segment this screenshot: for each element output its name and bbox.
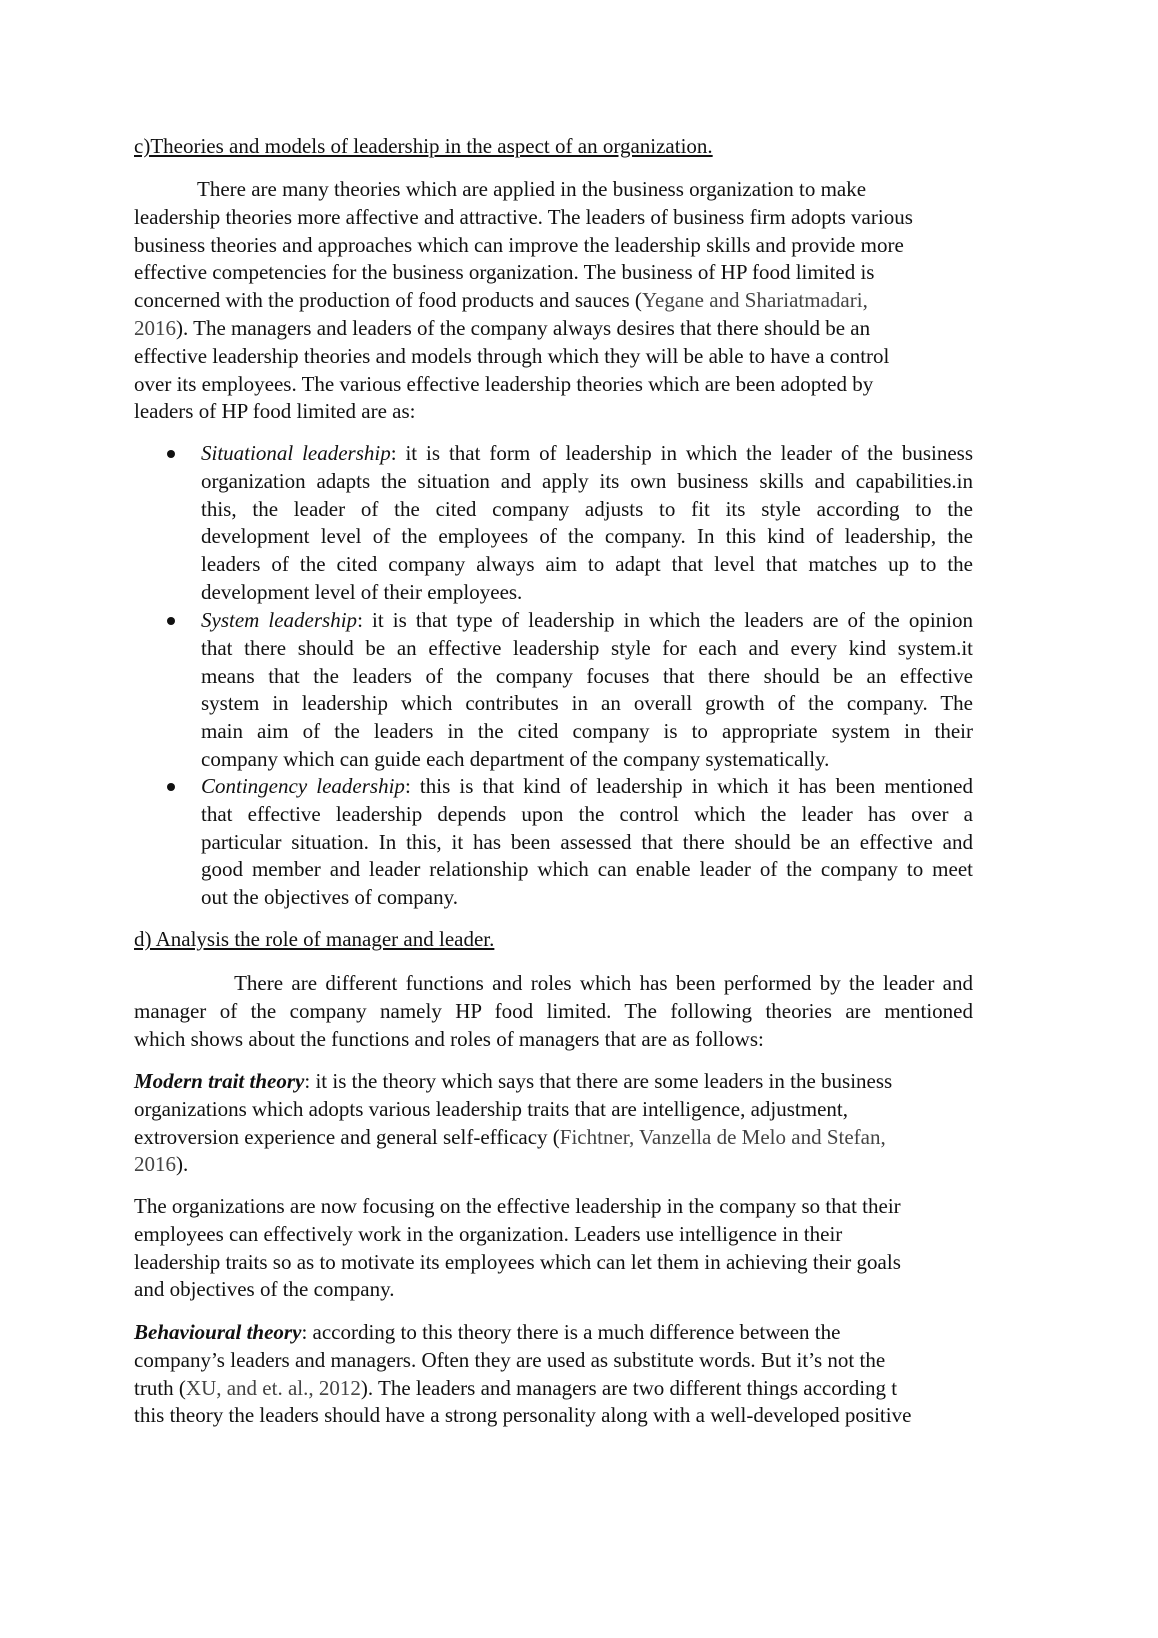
citation: 2016 bbox=[134, 315, 176, 340]
text-segment: : it is that type of leadership in which the leaders are of the opinion bbox=[357, 608, 973, 632]
text-segment: and objectives of the company. bbox=[134, 1277, 395, 1302]
text-line bbox=[134, 468, 973, 496]
text-segment: truth ( bbox=[134, 1375, 186, 1400]
text-line bbox=[134, 176, 973, 204]
text-segment: : it is the theory which says that there are some leaders in the business bbox=[304, 1069, 893, 1093]
text-line bbox=[134, 579, 973, 607]
text-segment: ). bbox=[176, 1152, 189, 1177]
bullet-item bbox=[134, 440, 973, 607]
text-line bbox=[134, 1096, 973, 1124]
text-line bbox=[134, 746, 973, 774]
bullet-icon bbox=[167, 450, 175, 458]
text-segment: There are different functions and roles which has been performed by the leader and bbox=[134, 971, 973, 995]
text-segment: : it is that form of leadership in which the leader of the business bbox=[390, 441, 973, 465]
heading-text: c)Theories and models of leadership in the aspect of an organization. bbox=[134, 134, 713, 158]
text-segment: over its employees. The various effective leadership theories which are been adopted by bbox=[134, 371, 874, 396]
term-label: System leadership bbox=[201, 608, 358, 632]
text-segment: system in leadership which contributes in an overall growth of the company. The bbox=[201, 691, 973, 716]
text-line bbox=[134, 343, 973, 371]
text-segment: company’s leaders and managers. Often they are used as substitute words. But it’s not the bbox=[134, 1347, 886, 1372]
text-segment: leadership traits so as to motivate its employees which can let them in achieving their goals bbox=[134, 1249, 901, 1274]
citation: Fichtner, Vanzella de Melo and Stefan, bbox=[559, 1124, 886, 1149]
paragraph bbox=[134, 176, 973, 426]
text-line bbox=[134, 1319, 973, 1347]
text-line bbox=[134, 371, 973, 399]
text-line bbox=[134, 718, 973, 746]
text-line bbox=[134, 1151, 973, 1179]
text-segment: leaders of the cited company always aim to adapt that level that matches up to the bbox=[201, 552, 973, 577]
text-segment: effective leadership theories and models through which they will be able to have a control bbox=[134, 343, 890, 368]
text-line bbox=[134, 856, 973, 884]
text-line bbox=[134, 635, 973, 663]
text-segment: effective competencies for the business organization. The business of HP food limited is bbox=[134, 260, 875, 285]
bullet-item bbox=[134, 607, 973, 774]
bullet-item bbox=[134, 773, 973, 912]
text-line bbox=[134, 607, 973, 635]
text-segment: leadership theories more affective and attractive. The leaders of business firm adopts various bbox=[134, 204, 913, 229]
text-line bbox=[134, 1249, 973, 1277]
paragraph bbox=[134, 1068, 973, 1179]
citation: 2016 bbox=[134, 1152, 176, 1177]
text-line bbox=[134, 287, 973, 315]
text-line bbox=[134, 133, 973, 161]
paragraph bbox=[134, 970, 973, 1053]
text-segment: particular situation. In this, it has been assessed that there should be an effective and bbox=[201, 829, 973, 854]
term-label: Situational leadership bbox=[201, 441, 391, 465]
text-segment: business theories and approaches which can improve the leadership skills and provide more bbox=[134, 232, 904, 257]
paragraph bbox=[134, 1193, 973, 1304]
text-line bbox=[134, 1375, 973, 1403]
text-line bbox=[134, 398, 973, 426]
text-segment: concerned with the production of food products and sauces ( bbox=[134, 288, 642, 313]
text-segment: organizations which adopts various leadership traits that are intelligence, adjustment, bbox=[134, 1096, 848, 1121]
text-line bbox=[134, 1068, 973, 1096]
text-segment: leaders of HP food limited are as: bbox=[134, 399, 416, 424]
bullet-icon bbox=[167, 783, 175, 791]
text-segment: means that the leaders of the company focuses that there should be an effective bbox=[201, 663, 973, 688]
text-line bbox=[134, 690, 973, 718]
section-heading bbox=[134, 133, 973, 161]
text-segment: development level of the employees of the company. In this kind of leadership, the bbox=[201, 524, 973, 549]
citation: Yegane and Shariatmadari, bbox=[641, 288, 868, 313]
text-segment: that there should be an effective leadership style for each and every kind system.it bbox=[201, 635, 973, 660]
term-label: Contingency leadership bbox=[201, 774, 405, 798]
bullet-icon bbox=[167, 617, 175, 625]
citation: XU, and et. al., 2012 bbox=[185, 1375, 361, 1400]
text-segment: : according to this theory there is a much difference between the bbox=[301, 1320, 841, 1344]
text-segment: employees can effectively work in the organization. Leaders use intelligence in their bbox=[134, 1221, 843, 1246]
text-segment: out the objectives of company. bbox=[201, 885, 458, 910]
text-line bbox=[134, 315, 973, 343]
text-segment: There are many theories which are applied in the business organization to make bbox=[134, 177, 867, 201]
text-line bbox=[134, 926, 973, 954]
text-line bbox=[134, 829, 973, 857]
text-line bbox=[134, 1276, 973, 1304]
text-segment: this theory the leaders should have a strong personality along with a well-developed positive bbox=[134, 1403, 912, 1428]
text-line bbox=[134, 970, 973, 998]
text-line bbox=[134, 773, 973, 801]
text-segment: that effective leadership depends upon the control which the leader has over a bbox=[201, 801, 973, 826]
text-line bbox=[134, 1402, 973, 1430]
text-line bbox=[134, 551, 973, 579]
text-line bbox=[134, 523, 973, 551]
text-segment: manager of the company namely HP food limited. The following theories are mentioned bbox=[134, 998, 973, 1023]
text-segment: main aim of the leaders in the cited company is to appropriate system in their bbox=[201, 719, 973, 744]
text-line bbox=[134, 259, 973, 287]
text-segment: The organizations are now focusing on the effective leadership in the company so that their bbox=[134, 1194, 901, 1218]
text-line bbox=[134, 1193, 973, 1221]
term-label: Modern trait theory bbox=[134, 1069, 305, 1093]
text-line bbox=[134, 1026, 973, 1054]
text-segment: company which can guide each department of the company systematically. bbox=[201, 746, 830, 771]
text-line bbox=[134, 884, 973, 912]
paragraph bbox=[134, 1319, 973, 1430]
section-heading bbox=[134, 926, 973, 954]
text-segment: ). The leaders and managers are two different things according t bbox=[360, 1375, 898, 1400]
heading-text: d) Analysis the role of manager and leader. bbox=[134, 927, 495, 951]
text-segment: good member and leader relationship which can enable leader of the company to meet bbox=[201, 857, 973, 882]
text-line bbox=[134, 232, 973, 260]
text-line bbox=[134, 1347, 973, 1375]
text-line bbox=[134, 998, 973, 1026]
text-line bbox=[134, 1124, 973, 1152]
text-line bbox=[134, 663, 973, 691]
term-label: Behavioural theory bbox=[134, 1320, 302, 1344]
text-line bbox=[134, 801, 973, 829]
text-line bbox=[134, 440, 973, 468]
text-segment: extroversion experience and general self-efficacy ( bbox=[134, 1124, 560, 1149]
text-line bbox=[134, 496, 973, 524]
text-segment: which shows about the functions and roles of managers that are as follows: bbox=[134, 1026, 764, 1051]
text-line bbox=[134, 204, 973, 232]
text-segment: development level of their employees. bbox=[201, 579, 523, 604]
text-segment: : this is that kind of leadership in which it has been mentioned bbox=[404, 774, 973, 798]
text-segment: organization adapts the situation and apply its own business skills and capabilities.in bbox=[201, 468, 973, 493]
text-segment: this, the leader of the cited company adjusts to fit its style according to the bbox=[201, 496, 973, 521]
text-segment: ). The managers and leaders of the company always desires that there should be an bbox=[176, 315, 871, 340]
text-line bbox=[134, 1221, 973, 1249]
